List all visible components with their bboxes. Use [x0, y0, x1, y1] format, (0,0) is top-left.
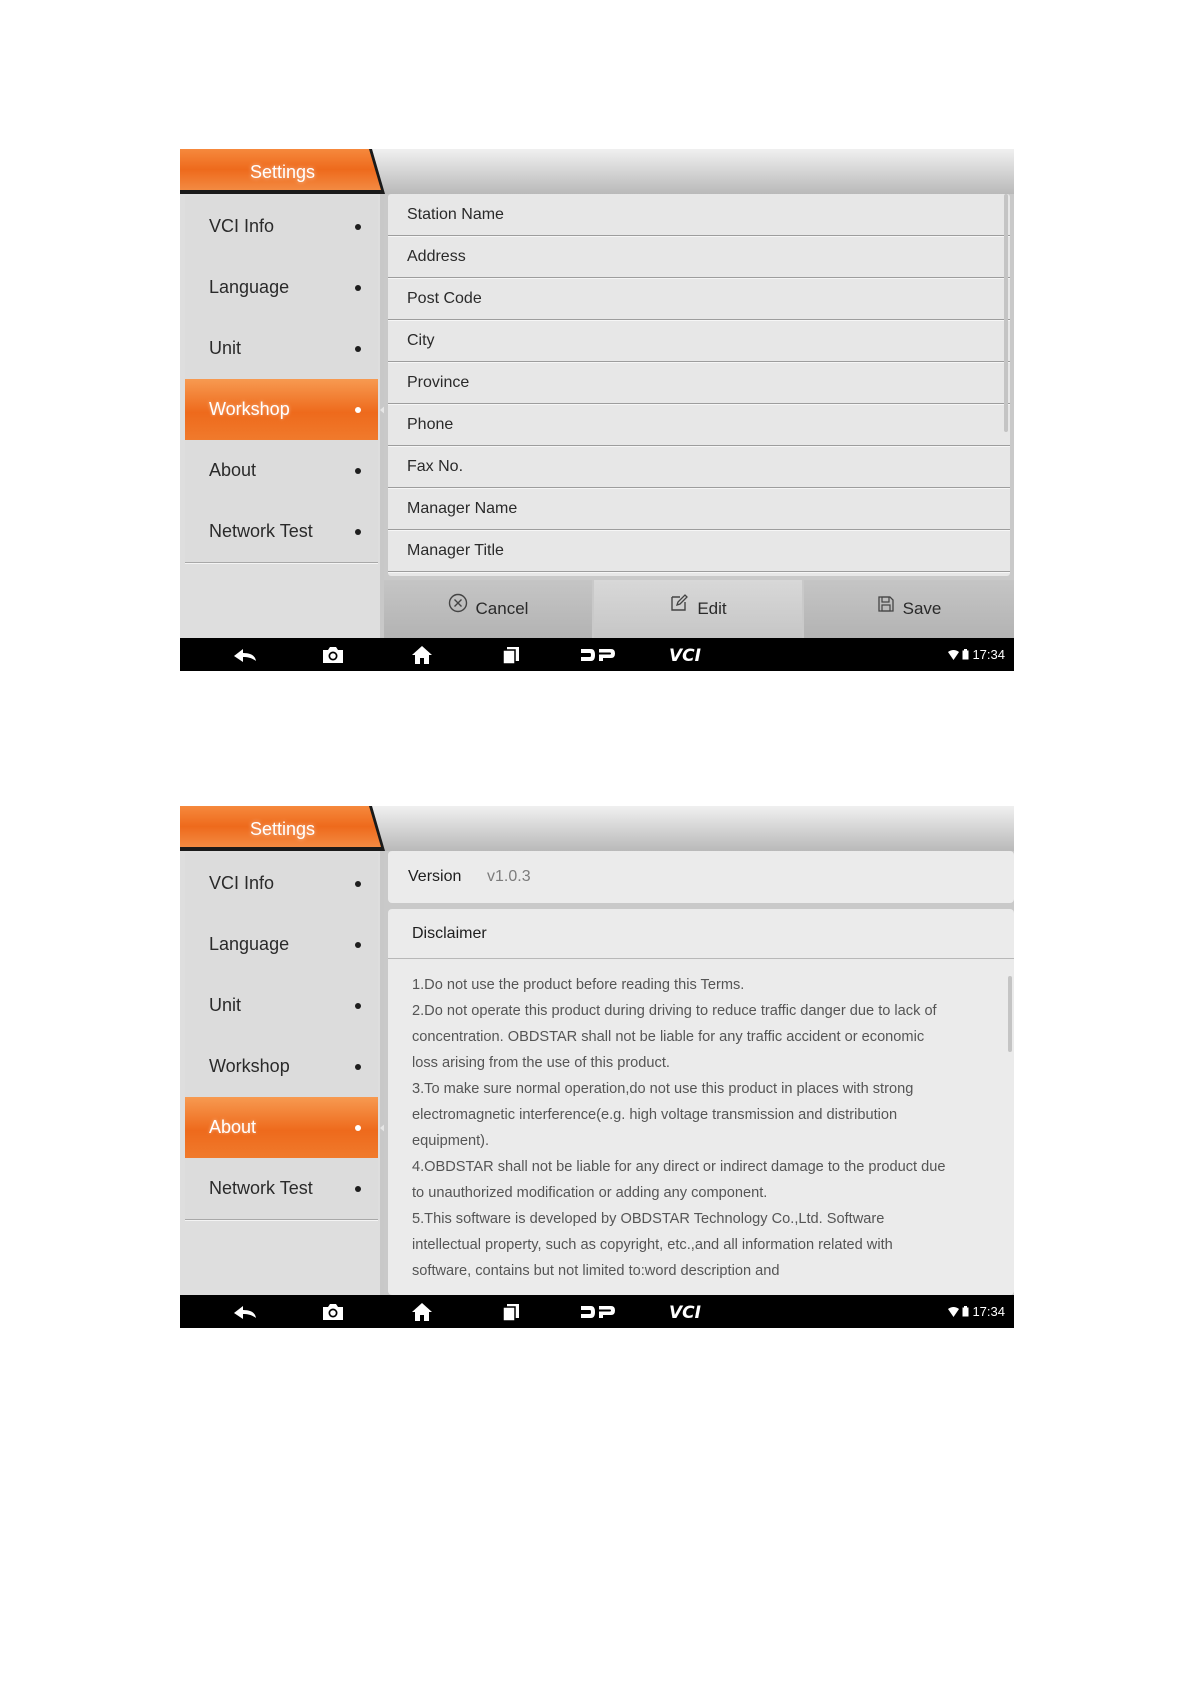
- camera-icon[interactable]: [322, 1295, 344, 1328]
- version-panel: [388, 851, 1014, 903]
- disclaimer-panel: [388, 909, 1014, 1295]
- dp-logo-icon[interactable]: [579, 1295, 617, 1328]
- sidebar-item-workshop[interactable]: [185, 1036, 378, 1098]
- recent-apps-icon[interactable]: [501, 1295, 521, 1328]
- sidebar-item-network-test[interactable]: [185, 1158, 378, 1220]
- field-address[interactable]: [388, 236, 1010, 278]
- wifi-icon: [948, 1307, 959, 1317]
- workshop-field-list: [388, 194, 1010, 576]
- cancel-label: Cancel: [475, 599, 529, 618]
- disclaimer-line: software, contains but not limited to:word description and: [412, 1263, 780, 1279]
- disclaimer-line: 4.OBDSTAR shall not be liable for any direct or indirect damage to the product due: [412, 1159, 946, 1175]
- disclaimer-header: [388, 909, 1014, 959]
- camera-icon[interactable]: [322, 638, 344, 671]
- sidebar-item-unit[interactable]: [185, 975, 378, 1037]
- bullet-icon: [355, 346, 361, 352]
- home-icon[interactable]: [411, 638, 433, 671]
- bullet-icon: [355, 468, 361, 474]
- sidebar-item-label: Network Test: [209, 1178, 313, 1198]
- version-label: Version: [408, 868, 462, 885]
- disclaimer-line: to unauthorized modification or adding any component.: [412, 1185, 768, 1201]
- sidebar-item-label: Workshop: [209, 1056, 290, 1076]
- bullet-icon: [355, 1186, 361, 1192]
- bullet-icon: [355, 942, 361, 948]
- bullet-icon: [355, 529, 361, 535]
- version-value: v1.0.3: [487, 868, 531, 885]
- sidebar-item-label: About: [209, 1117, 257, 1137]
- battery-icon: [962, 1306, 969, 1317]
- field-city[interactable]: [388, 320, 1010, 362]
- field-phone[interactable]: [388, 404, 1010, 446]
- field-station-name[interactable]: [388, 194, 1010, 236]
- status-time: 17:34: [972, 1304, 1005, 1319]
- field-label: Manager Title: [407, 542, 504, 559]
- cancel-icon: [448, 579, 468, 637]
- field-label: City: [407, 332, 435, 349]
- disclaimer-title: Disclaimer: [412, 925, 487, 942]
- dp-logo-icon[interactable]: [579, 638, 617, 671]
- action-bar: [384, 580, 1014, 638]
- edit-label: Edit: [697, 599, 727, 618]
- settings-header: [180, 149, 1014, 194]
- field-label: Post Code: [407, 290, 482, 307]
- settings-header: [180, 806, 1014, 851]
- sidebar-item-label: Network Test: [209, 521, 313, 541]
- sidebar-item-label: Language: [209, 277, 290, 297]
- back-icon[interactable]: [232, 1295, 258, 1328]
- disclaimer-line: equipment).: [412, 1133, 490, 1149]
- sidebar-item-label: Language: [209, 934, 290, 954]
- field-manager-title[interactable]: [388, 530, 1010, 572]
- disclaimer-line: 2.Do not operate this product during driving to reduce traffic danger due to lack of: [412, 1003, 937, 1019]
- sidebar-item-about[interactable]: [185, 440, 378, 502]
- field-label: Station Name: [407, 206, 504, 223]
- field-label: Address: [407, 248, 466, 265]
- back-icon[interactable]: [232, 638, 258, 671]
- bullet-icon: [355, 224, 361, 230]
- field-label: Fax No.: [407, 458, 464, 475]
- svg-text:VCI: VCI: [669, 645, 701, 664]
- bullet-icon: [355, 1125, 361, 1131]
- bullet-icon: [355, 285, 361, 291]
- header-title: Settings: [249, 162, 316, 182]
- workshop-content: [384, 194, 1014, 638]
- recent-apps-icon[interactable]: [501, 638, 521, 671]
- status-time: 17:34: [972, 647, 1005, 662]
- sidebar-item-label: Unit: [209, 995, 242, 1015]
- field-manager-name[interactable]: [388, 488, 1010, 530]
- sidebar-item-label: Unit: [209, 338, 242, 358]
- scrollbar-thumb[interactable]: [1004, 194, 1008, 432]
- disclaimer-line: electromagnetic interference(e.g. high voltage transmission and distribution: [412, 1107, 898, 1123]
- status-area: [948, 638, 1005, 671]
- vci-logo-icon[interactable]: [668, 1295, 708, 1328]
- wifi-icon: [948, 650, 959, 660]
- header-title: Settings: [249, 819, 316, 839]
- bullet-icon: [355, 1064, 361, 1070]
- about-content: [384, 851, 1014, 1295]
- sidebar-item-language[interactable]: [185, 257, 378, 319]
- svg-text:VCI: VCI: [669, 1302, 701, 1321]
- sidebar-item-vci-info[interactable]: [185, 853, 378, 915]
- sidebar-item-unit[interactable]: [185, 318, 378, 380]
- bullet-icon: [355, 407, 361, 413]
- field-post-code[interactable]: [388, 278, 1010, 320]
- bullet-icon: [355, 1003, 361, 1009]
- settings-tab: [180, 806, 385, 851]
- disclaimer-text[interactable]: [412, 972, 992, 1282]
- sidebar-item-label: VCI Info: [209, 873, 275, 893]
- field-label: Phone: [407, 416, 454, 433]
- disclaimer-line: intellectual property, such as copyright, etc.,and all information related with: [412, 1237, 893, 1253]
- settings-workshop-screen: [180, 149, 1014, 671]
- disclaimer-line: concentration. OBDSTAR shall not be liable for any traffic accident or economic: [412, 1029, 925, 1045]
- save-button[interactable]: [804, 580, 1014, 638]
- disclaimer-line: loss arising from the use of this product.: [412, 1055, 670, 1071]
- bullet-icon: [355, 881, 361, 887]
- settings-sidebar: [180, 851, 380, 1295]
- sidebar-item-label: Workshop: [209, 399, 290, 419]
- scrollbar-thumb[interactable]: [1008, 976, 1012, 1052]
- sidebar-item-label: VCI Info: [209, 216, 275, 236]
- sidebar-item-language[interactable]: [185, 914, 378, 976]
- settings-about-screen: [180, 806, 1014, 1328]
- sidebar-item-network-test[interactable]: [185, 501, 378, 563]
- disclaimer-line: 5.This software is developed by OBDSTAR Technology Co.,Ltd. Software: [412, 1211, 885, 1227]
- home-icon[interactable]: [411, 1295, 433, 1328]
- settings-tab: [180, 149, 385, 194]
- system-nav-bar: [180, 1295, 1014, 1328]
- edit-button[interactable]: [594, 580, 802, 638]
- edit-icon: [669, 579, 689, 637]
- field-province[interactable]: [388, 362, 1010, 404]
- system-nav-bar: [180, 638, 1014, 671]
- cancel-button[interactable]: [384, 580, 592, 638]
- field-label: Province: [407, 374, 470, 391]
- sidebar-item-label: About: [209, 460, 257, 480]
- settings-sidebar: [180, 194, 380, 638]
- field-fax-no[interactable]: [388, 446, 1010, 488]
- status-area: [948, 1295, 1005, 1328]
- sidebar-item-about[interactable]: [185, 1097, 378, 1159]
- disclaimer-line: 1.Do not use the product before reading this Terms.: [412, 977, 745, 993]
- save-label: Save: [902, 599, 942, 618]
- sidebar-item-vci-info[interactable]: [185, 196, 378, 258]
- vci-logo-icon[interactable]: [668, 638, 708, 671]
- save-icon: [877, 579, 895, 637]
- sidebar-item-workshop[interactable]: [185, 379, 378, 441]
- battery-icon: [962, 649, 969, 660]
- field-label: Manager Name: [407, 500, 518, 517]
- disclaimer-line: 3.To make sure normal operation,do not use this product in places with strong: [412, 1081, 914, 1097]
